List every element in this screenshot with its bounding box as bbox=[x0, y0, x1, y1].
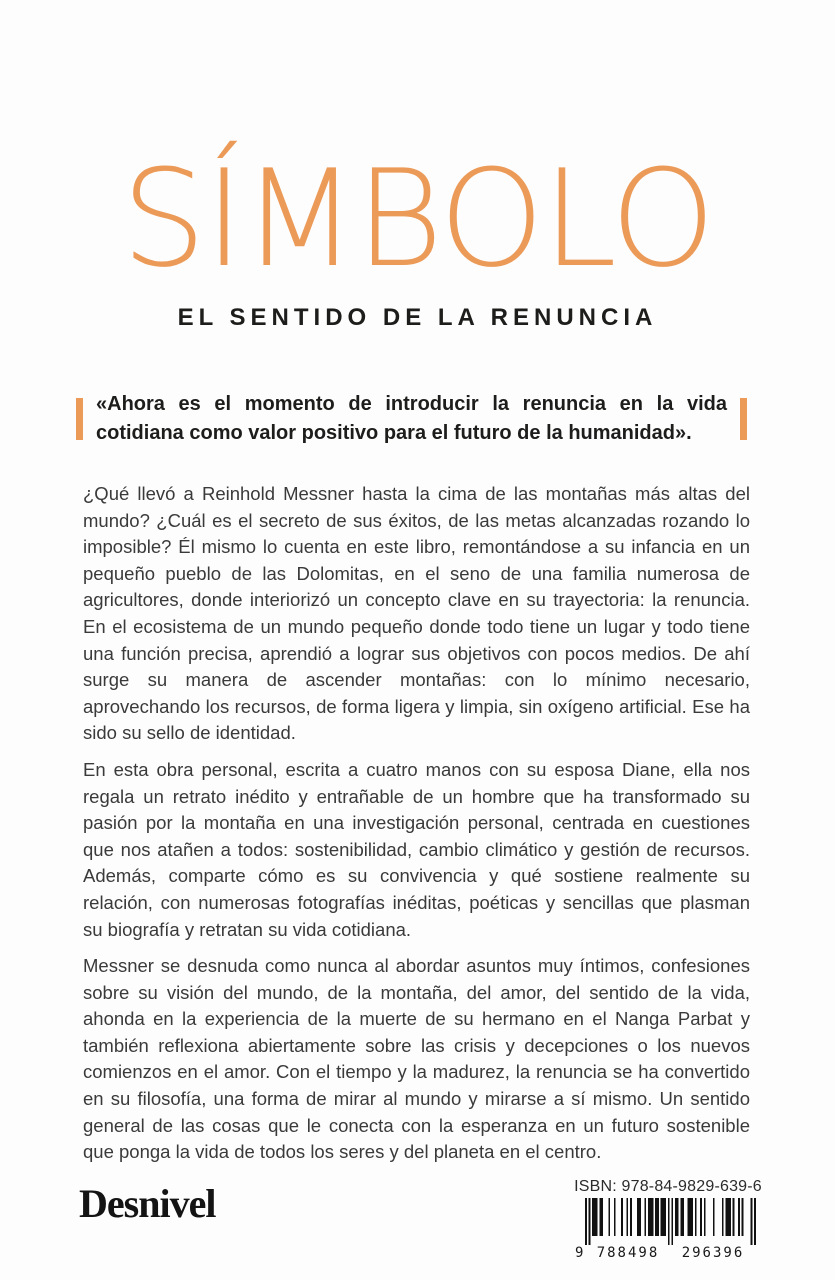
isbn-block bbox=[552, 1178, 784, 1260]
quote-left-bar bbox=[76, 398, 83, 440]
barcode-digit-left: 9 bbox=[575, 1245, 584, 1260]
synopsis-paragraph-1: ¿Qué llevó a Reinhold Messner hasta la cima de las montañas más altas del mundo? ¿Cuál es el secreto de sus éxitos, de las metas alcanzadas rozando lo imposible? Él mismo lo cuenta en este libro, remontándose a su infancia en un pequeño pueblo de las Dolomitas, en el seno de una familia numerosa de agricultores, donde interiorizó un concepto clave en su trayectoria: la renuncia. En el ecosistema de un mundo pequeño donde todo tiene un lugar y todo tiene una función precisa, aprendió a lograr sus objetivos con pocos medios. De ahí surge su manera de ascender montañas: con lo mínimo necesario, aprovechando los recursos, de forma ligera y limpia, sin oxígeno artificial. Ese ha sido su sello de identidad. bbox=[83, 483, 750, 744]
book-title: SÍMBOLO bbox=[121, 141, 714, 297]
barcode-digits-group1: 788498 bbox=[596, 1245, 660, 1260]
book-subtitle: EL SENTIDO DE LA RENUNCIA bbox=[177, 304, 658, 331]
isbn-label: ISBN: 978-84-9829-639-6 bbox=[574, 1178, 762, 1195]
synopsis bbox=[83, 481, 750, 1176]
publisher-logo-desnivel: Desnivel bbox=[79, 1181, 216, 1226]
synopsis-paragraph-3: Messner se desnuda como nunca al abordar asuntos muy íntimos, confesiones sobre su visión del mundo, de la montaña, del amor, del sentido de la vida, ahonda en la experiencia de la muerte de su hermano en el Nanga Parbat y también reflexiona abiertamente sobre las crisis y decepciones o los nuevos comienzos en el amor. Con el tiempo y la madurez, la renuncia se ha convertido en su filosofía, una forma de mirar al mundo y mirarse a sí mismo. Un sentido general de las cosas que le conecta con la esperanza en un futuro sostenible que ponga la vida de todos los seres y del planeta en el centro. bbox=[83, 955, 750, 1163]
pull-quote bbox=[76, 390, 747, 448]
pull-quote-text: «Ahora es el momento de introducir la renuncia en la vida cotidiana como valor positivo para el futuro de la humanidad». bbox=[96, 393, 727, 444]
barcode-digits-group2: 296396 bbox=[681, 1245, 745, 1260]
ean13-barcode-icon bbox=[573, 1198, 763, 1260]
synopsis-paragraph-2: En esta obra personal, escrita a cuatro manos con su esposa Diane, ella nos regala un retrato inédito y entrañable de un hombre que ha transformado su pasión por la montaña en una investigación personal, centrada en cuestiones que nos atañen a todos: sostenibilidad, cambio climático y gestión de recursos. Además, comparte cómo es su convivencia y qué sostiene realmente su relación, con numerosas fotografías inéditas, poéticas y sencillas que plasman su biografía y retratan su vida cotidiana. bbox=[83, 758, 750, 940]
quote-right-bar bbox=[740, 398, 747, 440]
